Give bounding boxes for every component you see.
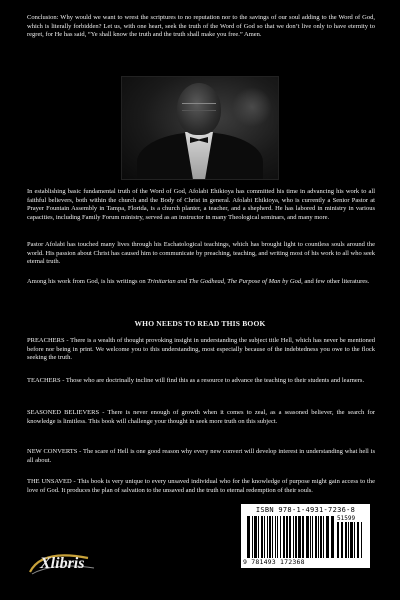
reader-label: SEASONED BELIEVERS — [27, 409, 100, 416]
reader-new-converts — [27, 448, 375, 465]
barcode-bars — [247, 516, 335, 558]
isbn-text: ISBN 978-1-4931-7236-8 — [255, 506, 356, 514]
xlibris-logo — [28, 552, 100, 578]
reader-teachers — [27, 377, 375, 386]
bio-paragraph-3 — [27, 278, 375, 287]
addon-barcode-bars — [337, 522, 365, 558]
bio-p3-prefix: Among his work from God, is his writings on — [27, 278, 148, 285]
conclusion-paragraph: Conclusion: Why would we want to wrest the scriptures to no reputation nor to the savings of our soul adding to the Word of God, which is literally forbidden? Let us, with one heart, seek the truth of the Word of God so that we don’t live only to have eternity to regret, for He has said, “Ye shall know the truth and the truth shall make you free.” Amen. — [27, 14, 375, 39]
reader-seasoned-believers — [27, 409, 375, 426]
reader-label: PREACHERS — [27, 337, 65, 344]
isbn-barcode — [241, 504, 370, 568]
bio-paragraph-2: Pastor Afolabi has touched many lives through his Eschatological teachings, which has brought light to countless souls around the world. His passion about Christ has caused him to communicate by preaching, teaching, and writing most of his work to all who seek eternal truth. — [27, 241, 375, 266]
publisher-name: Xlibris — [40, 555, 85, 572]
reader-label: NEW CONVERTS — [27, 448, 78, 455]
price-code: 51599 — [337, 515, 356, 522]
barcode-digits: 9 781493 172368 — [243, 558, 305, 566]
section-heading: WHO NEEDS TO READ THIS BOOK — [134, 319, 266, 328]
reader-text: - There is a wealth of thought provoking insight in understanding the subject title Hell, which has never be mentioned before nor being in print. We welcome you to this understanding, most especially because of the indebtedness you owe to the flock seeking the truth. — [27, 337, 375, 362]
reader-unsaved — [27, 478, 375, 495]
bio-p3-suffix: and few other literatures. — [302, 278, 370, 285]
reader-text: - Those who are doctrinally incline will find this as a resource to advance the teaching to their students and learners. — [60, 377, 365, 384]
book-titles: Trinitarian and The Godhead, The Purpose of Man by God, — [147, 278, 303, 285]
reader-text: - There is never enough of growth when it comes to zeal, as a seasoned believer, the search for knowledge is limitless. This book will challenge your thought in seek more truth on this subject. — [27, 409, 375, 425]
bio-paragraph-1: In establishing basic fundamental truth of the Word of God, Afolabi Ehikioya has committed his time in advancing his work to all faithful believers, both within the church and the Body of Christ in general. Afolabi Ehikioya, who is currently a Senior Pastor at Prayer Fountain Assembly in Tampa, Florida, is a church planter, a teacher, and a shepherd. He has labored in ministry in various capacities, including Family Forum ministry, served as an instructor in many Theological seminars, and many more. — [27, 188, 375, 221]
reader-text: - This book is very unique to every unsaved individual who for the knowledge of purpose might gain access to the love of God. It produces the plan of salvation to the unsaved and the truth to eternal redemption of their souls. — [27, 478, 375, 494]
reader-preachers — [27, 337, 375, 363]
reader-text: - The scare of Hell is one good reason why every new convert will develop interest in understanding what hell is all about. — [27, 448, 375, 464]
author-photo — [121, 76, 279, 180]
reader-label: TEACHERS — [27, 377, 61, 384]
reader-label: THE UNSAVED — [27, 478, 72, 485]
